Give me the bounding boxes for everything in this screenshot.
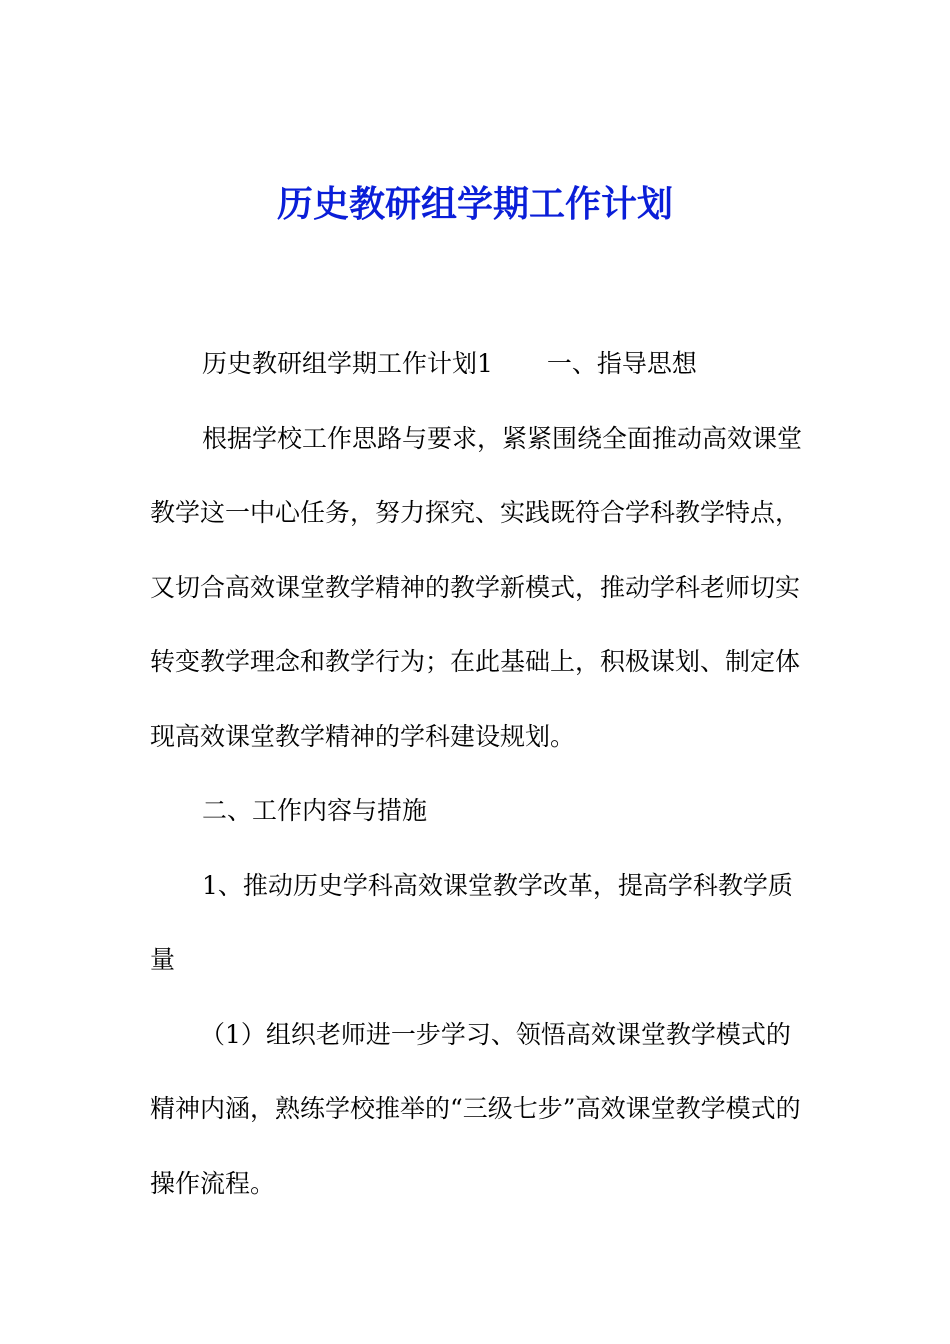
- document-body: [150, 327, 806, 1221]
- plan-label: 历史教研组学期工作计划1: [202, 349, 493, 378]
- section-heading-work-content: 二、工作内容与措施: [202, 796, 428, 825]
- paragraph-guiding-thought: 根据学校工作思路与要求，紧紧围绕全面推动高效课堂教学这一中心任务，努力探究、实践既符合学科教学特点，又切合高效课堂教学精神的教学新模式，推动学科老师切实转变教学理念和教学行为；在此基础上，积极谋划、制定体现高效课堂教学精神的学科建设规划。: [150, 423, 803, 751]
- paragraph-item-1: 1、推动历史学科高效课堂教学改革，提高学科教学质量: [150, 870, 793, 974]
- section-heading-guiding-thought: 一、指导思想: [546, 349, 697, 378]
- paragraph-heading-1: [150, 327, 806, 402]
- document-title: 历史教研组学期工作计划: [276, 183, 673, 225]
- paragraph-item-1-1: （1）组织老师进一步学习、领悟高效课堂教学模式的精神内涵，熟练学校推举的“三级七步”高效课堂教学模式的操作流程。: [150, 1019, 801, 1198]
